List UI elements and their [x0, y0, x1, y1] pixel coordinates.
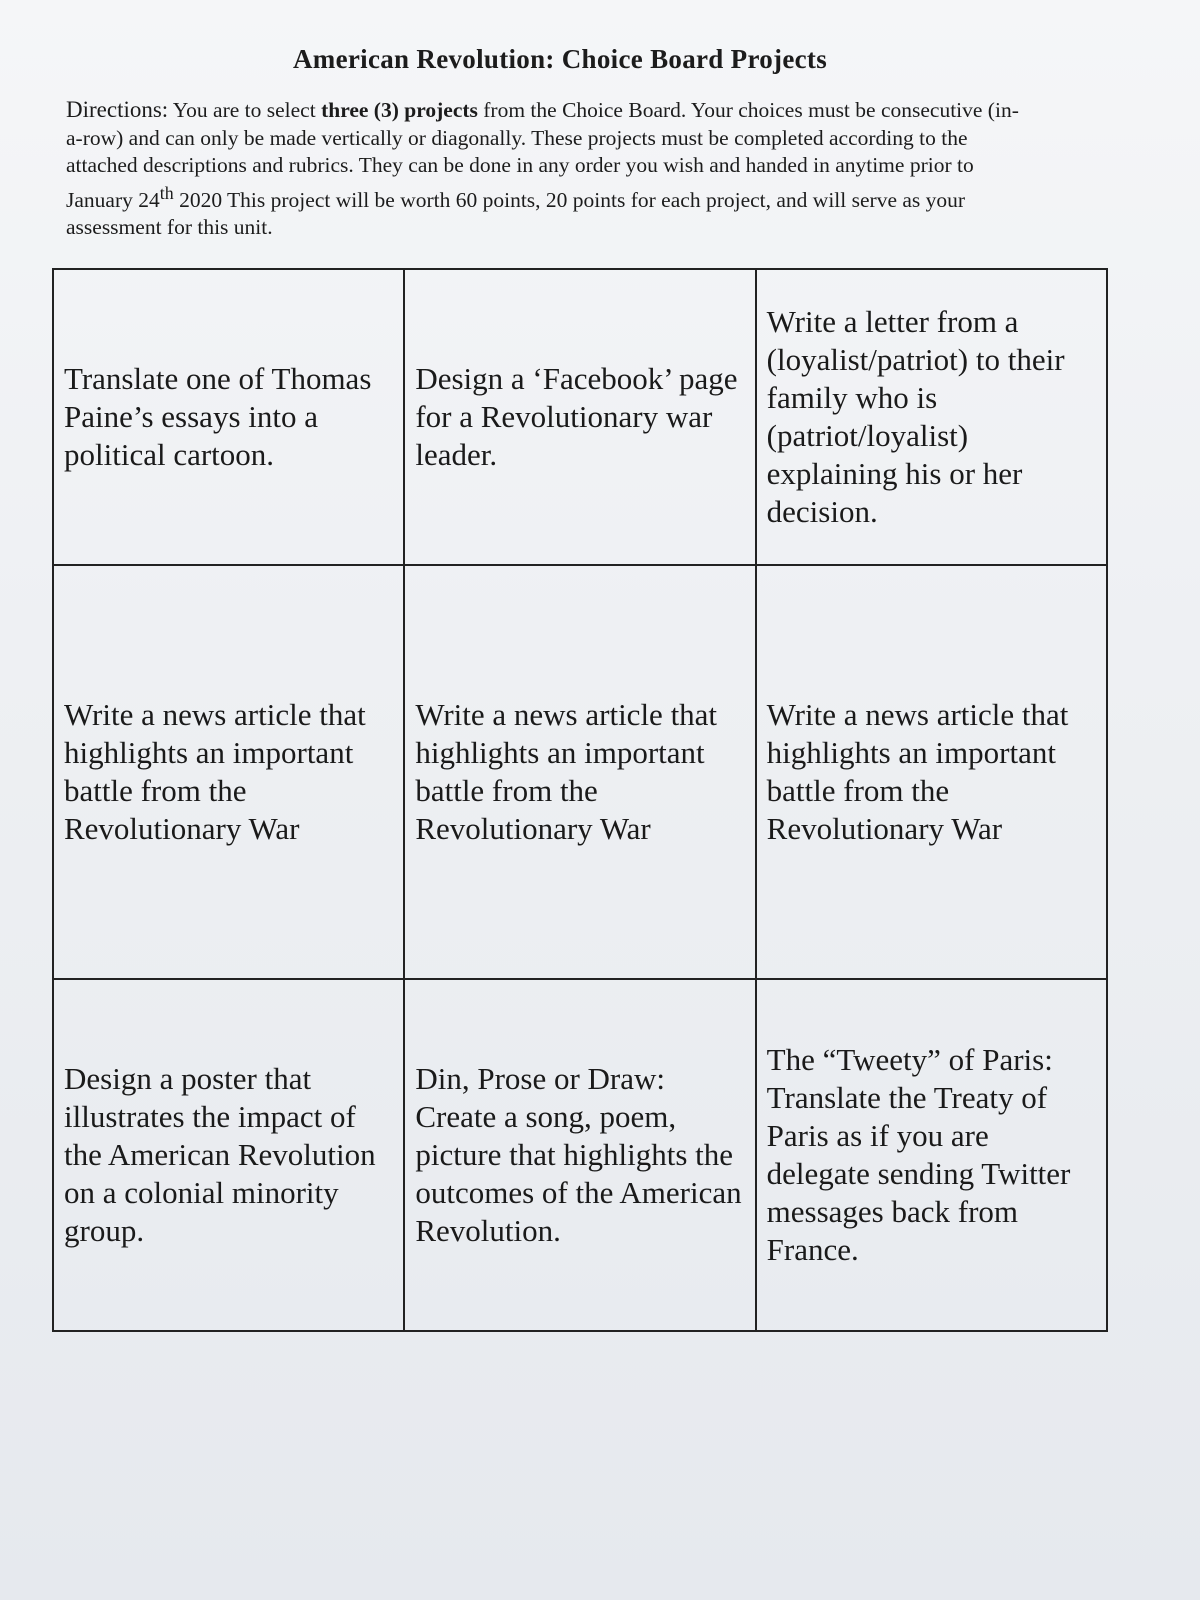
choice-board-table: [52, 268, 1108, 1332]
directions-text-part-1: You are to select: [168, 98, 322, 122]
cell-text-song-poem-picture: Din, Prose or Draw: Create a song, poem, picture that highlights the outcomes of the American Revolution.: [415, 1061, 742, 1248]
cell-text-news-article-1: Write a news article that highlights an important battle from the Revolutionary War: [64, 697, 366, 846]
board-cell: [756, 565, 1107, 979]
cell-text-news-article-2: Write a news article that highlights an important battle from the Revolutionary War: [415, 697, 718, 846]
directions-superscript: th: [159, 182, 174, 203]
directions-emphasis: three (3) projects: [321, 98, 478, 122]
board-row-2: [53, 565, 1107, 979]
document-title: American Revolution: Choice Board Projects: [293, 44, 827, 74]
board-cell: [53, 565, 404, 979]
cell-text-thomas-paine-cartoon: Translate one of Thomas Paine’s essays into a political cartoon.: [64, 361, 372, 472]
directions-paragraph: [66, 96, 1026, 242]
board-row-3: [53, 979, 1107, 1331]
board-cell: [756, 269, 1107, 565]
board-cell: [53, 979, 404, 1331]
board-cell: [756, 979, 1107, 1331]
directions-text-part-2: from the Choice Board. Your choices must be consecutive (in-a-row) and can only be made vertically or diagonally. These projects must be completed according to the attached descriptions and rubrics. They can be done in any order you wish and handed in anytime prior to January 24: [66, 98, 1019, 212]
directions-label: Directions:: [66, 97, 169, 122]
board-cell: [404, 979, 755, 1331]
cell-text-poster: Design a poster that illustrates the impact of the American Revolution on a colonial minority group.: [64, 1061, 376, 1248]
cell-text-letter: Write a letter from a (loyalist/patriot) to their family who is (patriot/loyalist) explaining his or her decision.: [766, 304, 1065, 529]
directions-text-part-3: 2020 This project will be worth 60 points, 20 points for each project, and will serve as your assessment for this unit.: [66, 187, 966, 240]
cell-text-news-article-3: Write a news article that highlights an important battle from the Revolutionary War: [766, 697, 1069, 846]
cell-text-facebook-page: Design a ‘Facebook’ page for a Revolutionary war leader.: [415, 361, 738, 472]
board-cell: [404, 269, 755, 565]
cell-text-tweety-of-paris: The “Tweety” of Paris: Translate the Treaty of Paris as if you are delegate sending Twitter messages back from France.: [766, 1042, 1071, 1267]
board-cell: [53, 269, 404, 565]
board-row-1: [53, 269, 1107, 565]
board-cell: [404, 565, 755, 979]
